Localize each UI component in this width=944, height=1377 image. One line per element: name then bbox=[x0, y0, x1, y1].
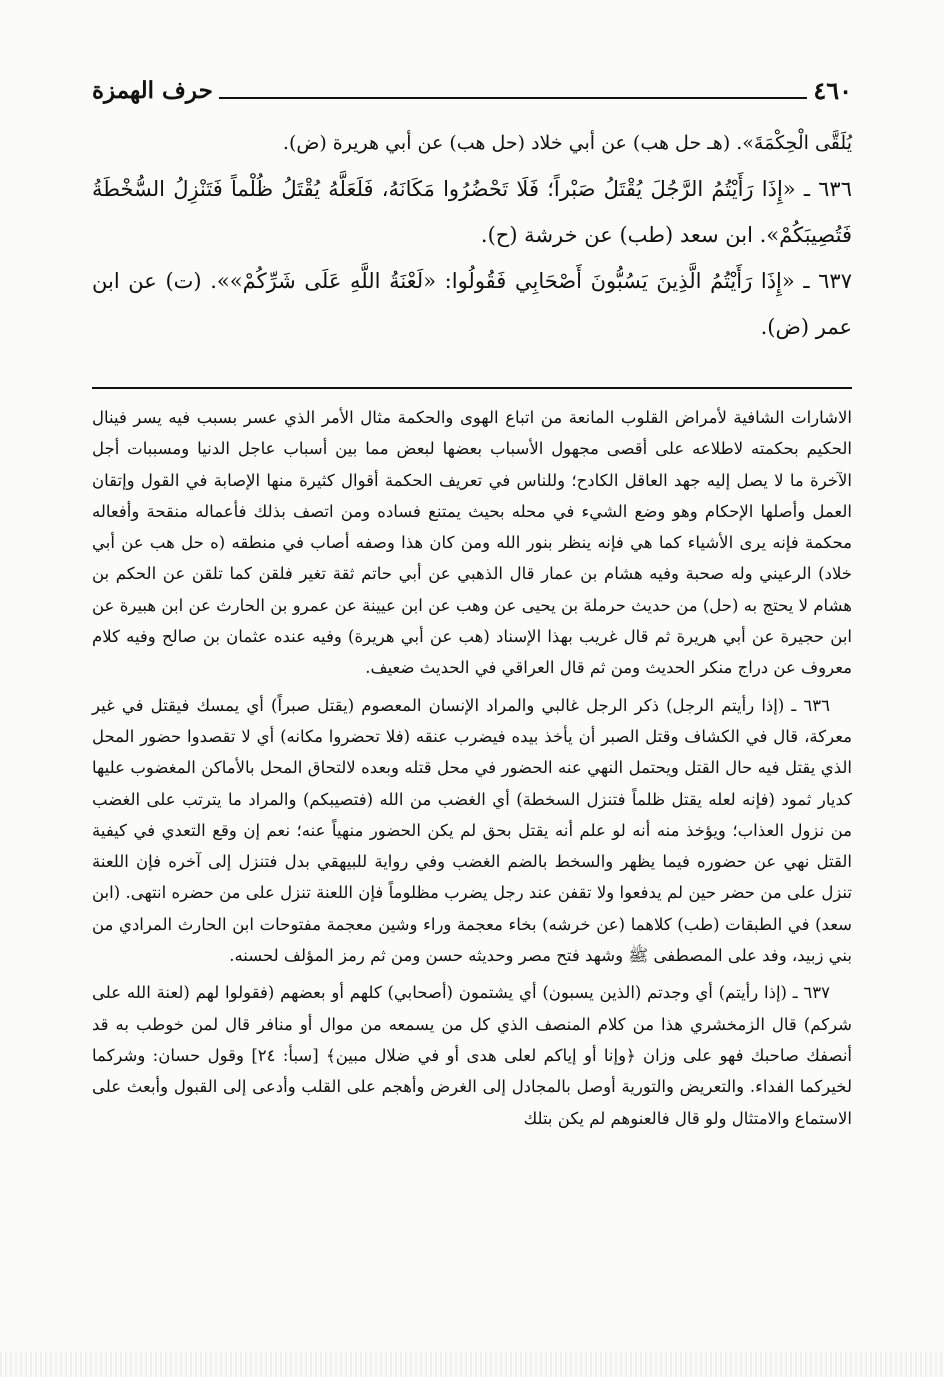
hadith-635-ending: يُلَقَّى الْحِكْمَةَ». (هـ حل هب) عن أبي خلاد (حل هب) عن أبي هريرة (ض). bbox=[282, 132, 852, 154]
scan-edge bbox=[0, 1352, 944, 1377]
commentary-paragraph-636: ٦٣٦ ـ (إذا رأيتم الرجل) ذكر الرجل غالبي والمراد الإنسان المعصوم (يقتل صبراً) أي يمسك فيقتل في غير معركة، قال في الكشاف وقتل الصبر أن يأخذ بيده فيضرب عنقه (فلا تحضروا مكانه) أي لا تقصدوا حضور المحل الذي يقتل فيه حال القتل ويحتمل النهي عنه الحضور في محل قتله وبعده لالتحاق المحل بالأماكن المغضوب عليها كديار ثمود (فإنه لعله يقتل ظلماً فتنزل السخطة) أي الغضب من الله (فتصيبكم) والمراد ما يترتب على الغضب من نزول العذاب؛ ويؤخذ منه أنه لو علم أنه يقتل بحق لم يكن الحضور منهياً عنه؛ نعم إن وقع التعدي في كيفية القتل نهي عن حضوره فيما يظهر والسخط بالضم الغضب وفي رواية للبيهقي بدل فتنزل إلى آخره فإن اللعنة تنزل على من حضر حين لم يدفعوا ولا تقفن عند رجل يضرب مظلوماً فإن اللعنة تنزل على من حضره انتهى. (ابن سعد) في الطبقات (طب) كلاهما (عن خرشه) بخاء معجمة وراء وشين معجمة مفتوحات ابن الحارث المرادي من بني زبيد، وفد على المصطفى ﷺ وشهد فتح مصر وحديثه حسن ومن ثم رمز المؤلف لحسنه. bbox=[92, 695, 852, 966]
commentary-paragraph-637: ٦٣٧ ـ (إذا رأيتم) أي وجدتم (الذين يسبون) أي يشتمون (أصحابي) كلهم أو بعضهم (فقولوا لهم (لعنة الله على شركم) قال الزمخشري هذا من كلام المنصف الذي كل من يسمعه من موال أو منافر قال لمن خوطب به قد أنصفك صاحبك فهو على وزان ﴿وإنا أو إياكم لعلى هدى أو في ضلال مبين﴾ [سبأ: ٢٤] وقول حسان: وشركما لخيركما الفداء. والتعريض والتورية أوصل بالمجادل إلى الغرض وأهجم على القلب وأدعى إلى القبول وأبعث على الاستماع والامتثال ولو قال فالعنوهم لم يكن بتلك bbox=[92, 983, 852, 1128]
hadith-636: ٦٣٦ ـ «إِذَا رَأَيْتُمُ الرَّجُلَ يُقْتَلُ صَبْراً؛ فَلَا تَحْضُرُوا مَكَانَهُ، فَلَعَلَّهُ يُقْتَلُ ظُلْماً فَتَنْزِلُ السُّخْطَةُ فَتُصِيبَكُمْ». ابن سعد (طب) عن خرشة (ح). bbox=[92, 177, 852, 247]
page-header bbox=[92, 72, 852, 108]
hadith-637: ٦٣٧ ـ «إِذَا رَأَيْتُمُ الَّذِينَ يَسُبُّونَ أَصْحَابِي فَقُولُوا: «لَعْنَةُ اللَّهِ عَلَى شَرِّكُمْ»». (ت) عن ابن عمر (ض). bbox=[92, 269, 852, 339]
commentary-section bbox=[92, 402, 852, 1140]
header-rule bbox=[219, 97, 808, 99]
footnote-divider bbox=[92, 387, 852, 389]
section-title: حرف الهمزة bbox=[92, 76, 213, 104]
page-number: ٤٦٠ bbox=[813, 75, 852, 105]
hadith-text bbox=[92, 120, 852, 350]
commentary-paragraph-635: الاشارات الشافية لأمراض القلوب المانعة من اتباع الهوى والحكمة مثال الأمر الذي عسر بسبب فيه يسر فينال الحكيم بحكمته لاطلاعه على أقصى مجهول الأسباب بعضها لبعض مما بين أسباب عاجل الدنيا ومسببات أجل الآخرة ما لا يصل إليه جهد العاقل الكادح؛ وللناس في تعريف الحكمة أقوال كثيرة منها الإصابة في القول وإتقان العمل وأصلها الإحكام وهو وضع الشيء في محله بحيث يمتنع فساده ومن اتصف بذلك فأعماله منقحة وأفعاله محكمة فإنه يرى الأشياء كما هي فإنه ينظر بنور الله ومن كان هذا وصفه أصاب في منطقه (ه حل هب عن أبي خلاد) الرعيني وله صحبة وفيه هشام بن عمار قال الذهبي عن أبي حاتم ثقة تغير فلقن كما تلقن عن الحكم بن هشام لا يحتج به (حل) من حديث حرملة بن يحيى عن وهب عن ابن عيينة عن عمرو بن الحارث عن ابن هبيرة عن ابن حجيرة عن أبي هريرة ثم قال غريب بهذا الإسناد (هب عن أبي هريرة) وفيه عنده عثمان بن صالح وفيه كلام معروف عن دراج منكر الحديث ومن ثم قال العراقي في الحديث ضعيف. bbox=[92, 408, 852, 678]
